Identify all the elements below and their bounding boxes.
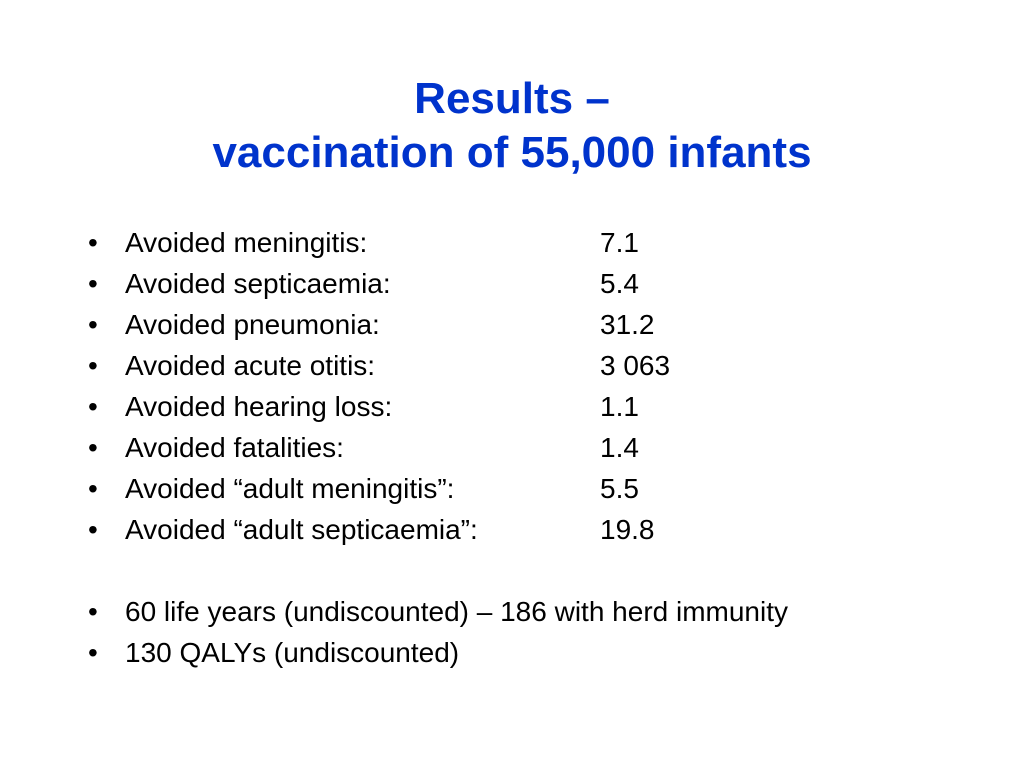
outcome-row [88,222,988,263]
title-line-1: Results – [414,74,610,123]
bullet-icon: • [88,350,98,381]
outcome-value: 5.5 [600,473,639,504]
bullet-icon: • [88,309,98,340]
title-line-2: vaccination of 55,000 infants [212,128,812,177]
bullet-icon: • [88,637,98,668]
bullet-icon: • [88,514,98,545]
outcome-row [88,509,988,550]
outcome-row [88,345,988,386]
outcome-label: Avoided “adult septicaemia”: [125,514,478,545]
outcome-row [88,386,988,427]
outcome-row [88,468,988,509]
outcome-row [88,427,988,468]
summary-row [88,632,988,673]
outcome-label: Avoided hearing loss: [125,391,393,422]
bullet-icon: • [88,391,98,422]
summary-text: 130 QALYs (undiscounted) [125,637,460,668]
outcome-value: 3 063 [600,350,671,381]
list-spacer [88,550,988,591]
summary-text: 60 life years (undiscounted) – 186 with herd immunity [125,596,789,627]
results-list [88,222,988,673]
slide-title [0,72,1024,180]
outcome-label: Avoided meningitis: [125,227,368,258]
outcome-label: Avoided acute otitis: [125,350,376,381]
outcome-value: 5.4 [600,268,639,299]
outcome-value: 19.8 [600,514,655,545]
outcome-row [88,263,988,304]
bullet-icon: • [88,432,98,463]
outcome-label: Avoided fatalities: [125,432,344,463]
summary-row [88,591,988,632]
outcome-label: Avoided septicaemia: [125,268,391,299]
outcome-row [88,304,988,345]
outcome-label: Avoided “adult meningitis”: [125,473,455,504]
bullet-icon: • [88,473,98,504]
outcome-value: 1.4 [600,432,639,463]
outcome-value: 7.1 [600,227,639,258]
bullet-icon: • [88,596,98,627]
bullet-icon: • [88,227,98,258]
outcome-value: 31.2 [600,309,655,340]
outcome-value: 1.1 [600,391,639,422]
outcome-label: Avoided pneumonia: [125,309,380,340]
bullet-icon: • [88,268,98,299]
